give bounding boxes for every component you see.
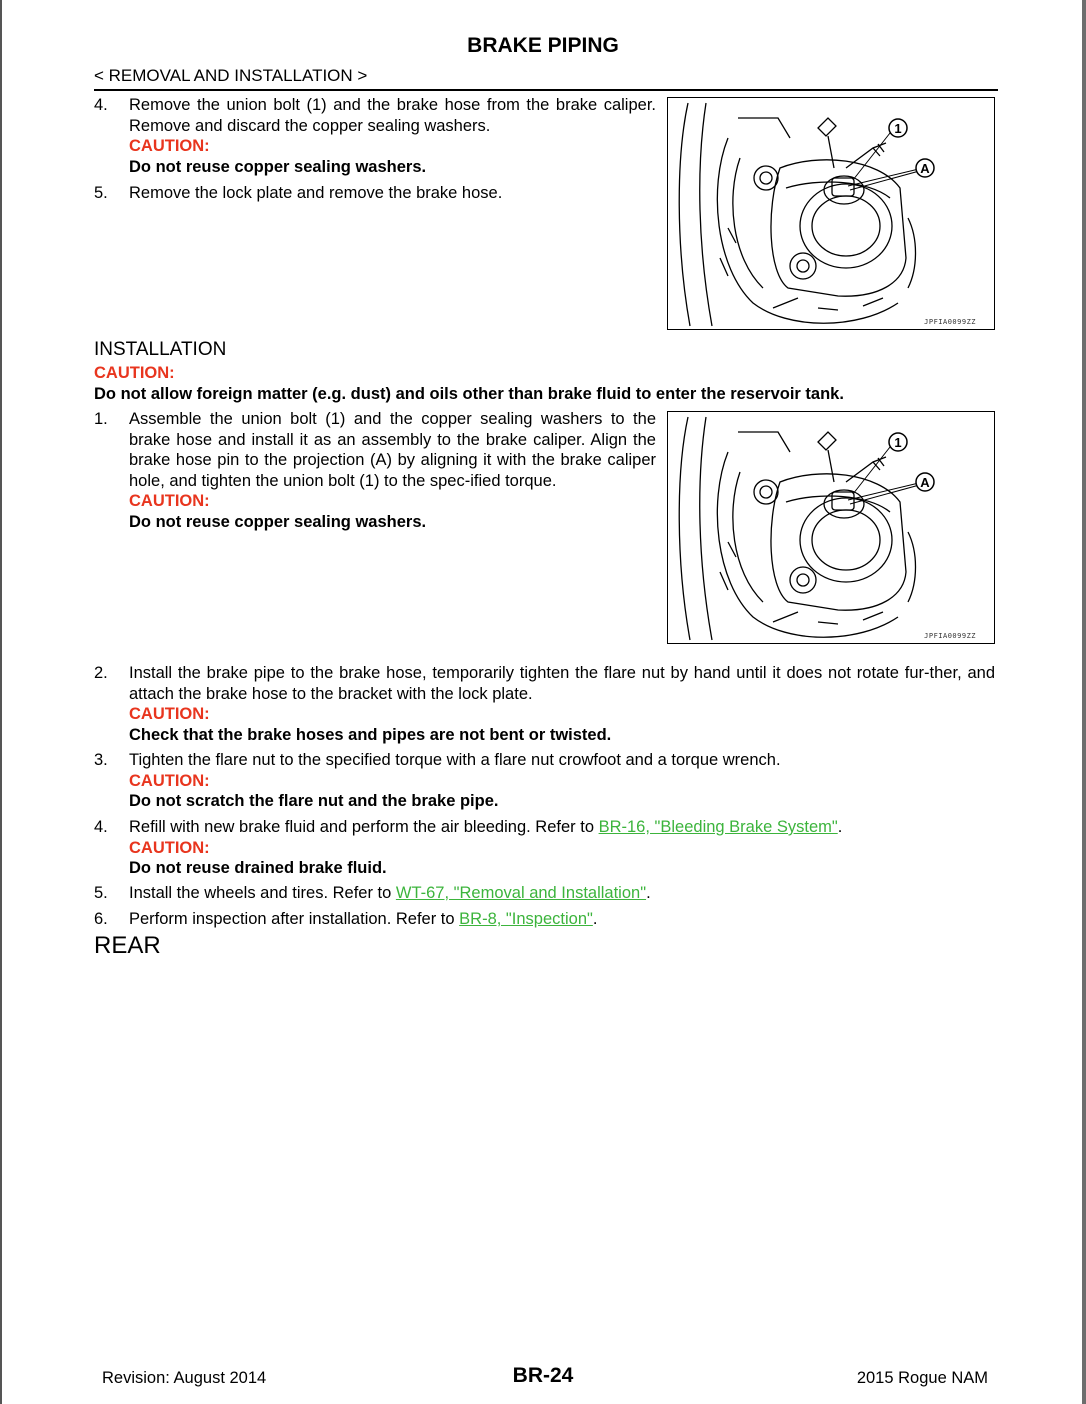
figure-id: JPFIA0099ZZ <box>924 318 976 326</box>
installation-caution-text: Do not allow foreign matter (e.g. dust) and oils other than brake fluid to enter the reservoir tank. <box>94 385 844 403</box>
caliper-figure-removal <box>667 97 995 330</box>
footer-page-number: BR-24 <box>512 1364 574 1387</box>
removal-step-4 <box>94 95 659 179</box>
caution-text: Check that the brake hoses and pipes are not bent or twisted. <box>129 725 612 744</box>
caution-label: CAUTION: <box>129 137 210 155</box>
callout-1-label: 1 <box>894 121 902 136</box>
step-number: 2. <box>94 664 108 682</box>
install-step-5 <box>94 883 999 905</box>
step-text-lead: Refill with new brake fluid and perform the air bleeding. Refer to <box>129 818 599 836</box>
caution-label: CAUTION: <box>129 492 210 510</box>
step-number: 5. <box>94 884 108 902</box>
install-step-6 <box>94 909 999 931</box>
callout-a-label: A <box>920 161 930 176</box>
header-rule <box>94 89 998 91</box>
step-text <box>129 817 995 838</box>
caution-text: Do not reuse copper sealing washers. <box>129 512 427 531</box>
step-text-suffix: . <box>646 884 651 902</box>
step-text-lead: Perform inspection after installation. Refer to <box>129 910 460 928</box>
step-text-lead: Install the wheels and tires. Refer to <box>129 884 396 902</box>
caliper-figure-installation <box>667 411 995 644</box>
step-number: 6. <box>94 910 108 928</box>
step-text: Install the brake pipe to the brake hose, temporarily tighten the flare nut by hand until it does not rotate fur-ther, and attach the brake hose to the bracket with the lock plate. <box>129 664 995 703</box>
step-number: 1. <box>94 410 108 428</box>
caution-label: CAUTION: <box>129 705 210 723</box>
step-text: Assemble the union bolt (1) and the copper sealing washers to the brake hose and install it as an assembly to the brake caliper. Align the brake hose pin to the projection (A) by aligning it with the brake caliper hole, and tighten the union bolt (1) to the spec-ified torque. <box>129 410 656 490</box>
install-step-3 <box>94 750 999 813</box>
page-title: BRAKE PIPING <box>467 34 619 57</box>
removal-step-5 <box>94 183 659 205</box>
install-step-2 <box>94 663 999 747</box>
installation-caution-label: CAUTION: <box>94 364 175 382</box>
section-breadcrumb: < REMOVAL AND INSTALLATION > <box>94 66 368 85</box>
step-text-suffix: . <box>837 818 843 836</box>
step-number: 4. <box>94 818 108 836</box>
link-bleeding-brake-system[interactable]: BR-16, "Bleeding Brake System" <box>598 818 838 836</box>
callout-a-label: A <box>920 475 930 490</box>
step-text: Tighten the flare nut to the specified torque with a flare nut crowfoot and a torque wrench. <box>129 751 781 769</box>
step-text <box>129 909 995 930</box>
page-border-right <box>1082 0 1086 1404</box>
step-text-suffix: . <box>592 910 598 928</box>
footer-revision: Revision: August 2014 <box>102 1369 267 1387</box>
rear-heading: REAR <box>94 932 161 959</box>
link-removal-and-installation[interactable]: WT-67, "Removal and Installation" <box>395 884 647 902</box>
caution-label: CAUTION: <box>129 838 210 857</box>
caution-text: Do not reuse copper sealing washers. <box>129 157 427 176</box>
caliper-illustration <box>668 98 993 328</box>
installation-heading: INSTALLATION <box>94 339 227 360</box>
page-border-left <box>0 0 2 1404</box>
install-step-1 <box>94 409 659 554</box>
caution-text: Do not reuse drained brake fluid. <box>129 859 387 877</box>
caliper-illustration <box>668 412 993 642</box>
step-number: 4. <box>94 96 108 114</box>
link-inspection[interactable]: BR-8, "Inspection" <box>459 910 593 928</box>
caution-label: CAUTION: <box>129 771 210 790</box>
footer-model: 2015 Rogue NAM <box>856 1369 988 1387</box>
step-text: Remove the union bolt (1) and the brake hose from the brake caliper. Remove and discard the copper sealing washers. <box>129 96 656 135</box>
callout-1-label: 1 <box>894 435 902 450</box>
step-number: 3. <box>94 751 108 769</box>
figure-id: JPFIA0099ZZ <box>924 632 976 640</box>
step-number: 5. <box>94 184 108 202</box>
step-text <box>129 883 995 904</box>
install-step-4 <box>94 817 999 880</box>
caution-text: Do not scratch the flare nut and the brake pipe. <box>129 792 499 810</box>
step-text: Remove the lock plate and remove the brake hose. <box>129 184 503 202</box>
